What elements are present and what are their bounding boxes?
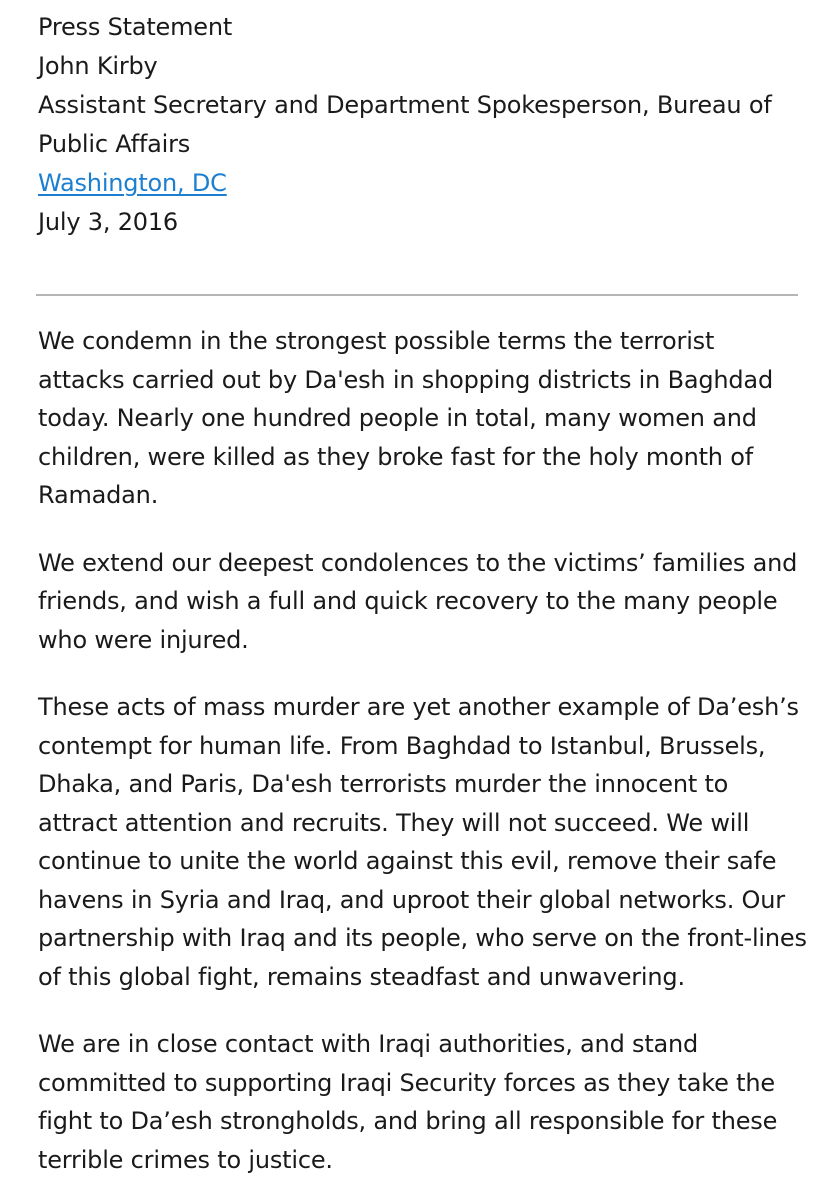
document-type: Press Statement: [38, 13, 233, 41]
statement-date: July 3, 2016: [38, 208, 178, 236]
author-title-line-2: Public Affairs: [38, 130, 191, 158]
statement-header: [38, 8, 806, 242]
location-line: [38, 164, 806, 203]
author-name: John Kirby: [38, 52, 158, 80]
header-divider: [36, 294, 798, 296]
author-title-line-1: Assistant Secretary and Department Spokesperson, Bureau of: [38, 91, 772, 119]
body-paragraph-3: These acts of mass murder are yet another example of Da’esh’s contempt for human life. From Baghdad to Istanbul, Brussels, Dhaka, and Paris, Da'esh terrorists murder the innocent to attract attention and recruits. They will not succeed. We will continue to unite the world against this evil, remove their safe havens in Syria and Iraq, and uproot their global networks. Our partnership with Iraq and its people, who serve on the front-lines of this global fight, remains steadfast and unwavering.: [38, 693, 807, 991]
body-paragraph-1: We condemn in the strongest possible terms the terrorist attacks carried out by Da'esh in shopping districts in Baghdad today. Nearly one hundred people in total, many women and children, were killed as they broke fast for the holy month of Ramadan.: [38, 327, 773, 509]
statement-body: [38, 322, 806, 1179]
body-paragraph-2: We extend our deepest condolences to the victims’ families and friends, and wish a full and quick recovery to the many people who were injured.: [38, 548, 798, 654]
location-link[interactable]: Washington, DC: [38, 169, 227, 197]
body-paragraph-4: We are in close contact with Iraqi authorities, and stand committed to supporting Iraqi Security forces as they take the fight to Da’esh strongholds, and bring all responsible for these terrible crimes to justice.: [38, 1030, 778, 1174]
